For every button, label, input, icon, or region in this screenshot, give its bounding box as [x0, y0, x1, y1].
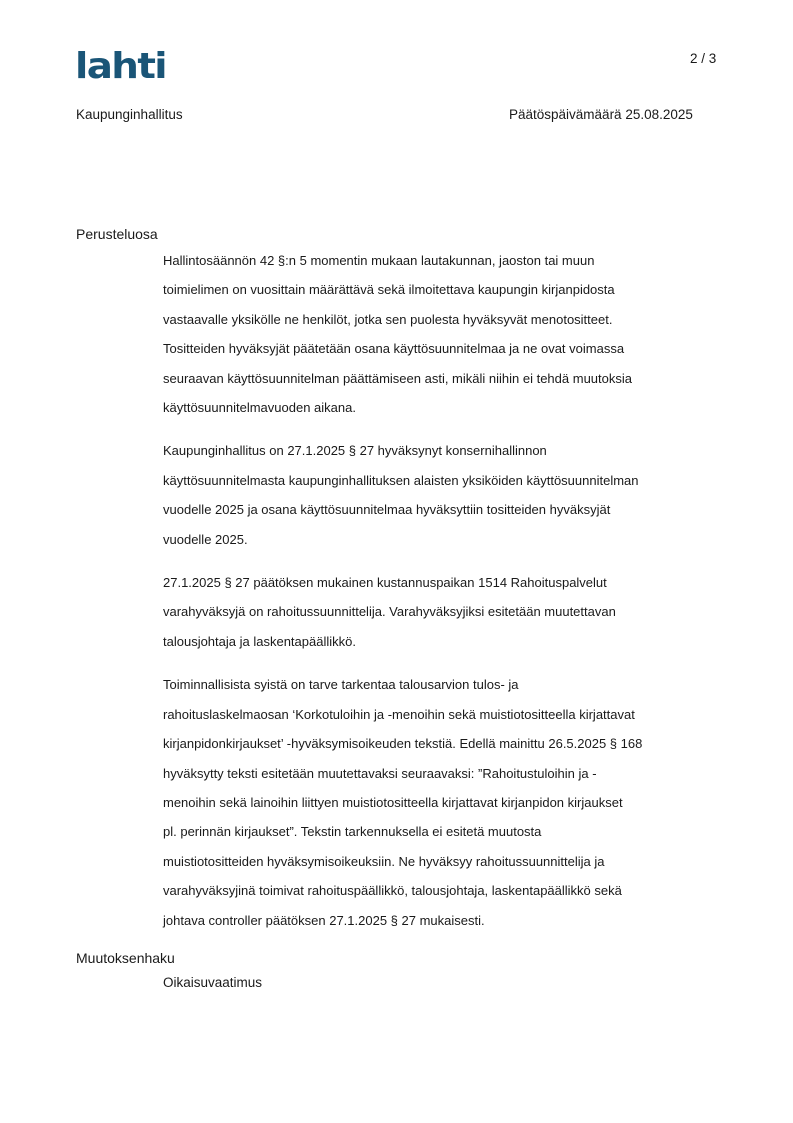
text-line: varahyväksyjinä toimivat rahoituspäällikkö, talousjohtaja, laskentapäällikkö sekä: [163, 883, 622, 899]
text-line: varahyväksyjä on rahoitussuunnittelija. Varahyväksyjiksi esitetään muutettavan: [163, 604, 616, 620]
text-line: Toiminnallisista syistä on tarve tarkentaa talousarvion tulos- ja: [163, 677, 519, 693]
page-number: 2 / 3: [690, 51, 717, 66]
section-heading-appeal: Muutoksenhaku: [76, 950, 175, 966]
basis-paragraph-3: [163, 568, 723, 656]
basis-paragraph-2: [163, 436, 723, 554]
text-line: käyttösuunnitelmasta kaupunginhallituksen alaisten yksiköiden käyttösuunnitelman: [163, 472, 639, 488]
text-line: rahoituslaskelmaosan ‘Korkotuloihin ja -menoihin sekä muistiotositteella kirjattavat: [163, 706, 635, 722]
body-name: Kaupunginhallitus: [76, 107, 183, 122]
decision-date: Päätöspäivämäärä 25.08.2025: [509, 107, 693, 122]
text-line: käyttösuunnitelmavuoden aikana.: [163, 400, 356, 416]
section-heading-basis: Perusteluosa: [76, 226, 158, 242]
text-line: johtava controller päätöksen 27.1.2025 § 27 mukaisesti.: [163, 912, 485, 928]
text-line: vuodelle 2025.: [163, 531, 248, 547]
logo-text: lahti: [75, 48, 166, 82]
text-line: Hallintosäännön 42 §:n 5 momentin mukaan lautakunnan, jaoston tai muun: [163, 253, 595, 268]
text-line: toimielimen on vuosittain määrättävä sekä ilmoitettava kaupungin kirjanpidosta: [163, 282, 615, 298]
text-line: muistiotositteiden hyväksymisoikeuksiin. Ne hyväksyy rahoitussuunnittelija ja: [163, 853, 605, 869]
text-line: hyväksytty teksti esitetään muutettavaksi seuraavaksi: ”Rahoitustuloihin ja -: [163, 765, 597, 781]
text-line: menoihin sekä lainoihin liittyen muistiotositteella kirjattavat kirjanpidon kirjaukset: [163, 794, 623, 810]
text-line: kirjanpidonkirjaukset’ -hyväksymisoikeuden tekstiä. Edellä mainittu 26.5.2025 § 168: [163, 736, 643, 752]
text-line: vuodelle 2025 ja osana käyttösuunnitelmaa hyväksyttiin tositteiden hyväksyjät: [163, 502, 611, 518]
text-line: seuraavan käyttösuunnitelman päättämiseen asti, mikäli niihin ei tehdä muutoksia: [163, 370, 632, 386]
basis-body: [163, 246, 723, 949]
text-line: Tositteiden hyväksyjät päätetään osana käyttösuunnitelmaa ja ne ovat voimassa: [163, 341, 625, 357]
text-line: pl. perinnän kirjaukset”. Tekstin tarkennuksella ei esitetä muutosta: [163, 824, 542, 840]
text-line: talousjohtaja ja laskentapäällikkö.: [163, 633, 356, 649]
basis-paragraph-1: [163, 246, 723, 422]
text-line: Kaupunginhallitus on 27.1.2025 § 27 hyväksynyt konsernihallinnon: [163, 443, 547, 459]
basis-paragraph-4: [163, 670, 723, 935]
text-line: 27.1.2025 § 27 päätöksen mukainen kustannuspaikan 1514 Rahoituspalvelut: [163, 575, 607, 591]
appeal-type: Oikaisuvaatimus: [163, 975, 263, 990]
lahti-logo: [75, 48, 167, 82]
text-line: vastaavalle yksikölle ne henkilöt, jotka sen puolesta hyväksyvät menotositteet.: [163, 311, 613, 327]
